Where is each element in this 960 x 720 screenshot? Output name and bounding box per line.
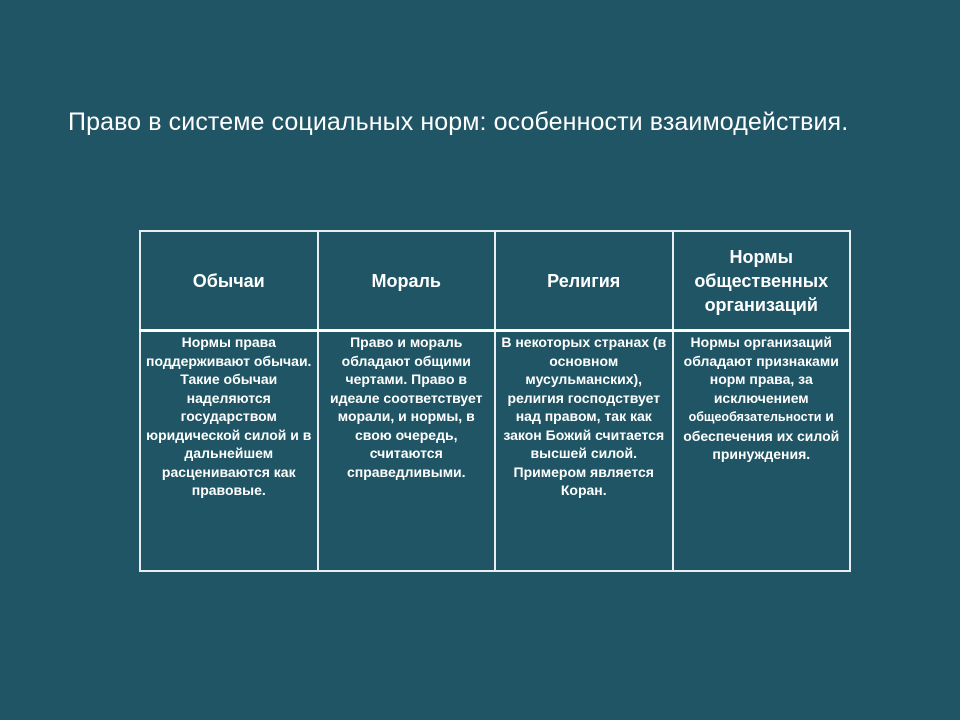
- header-morality: Мораль: [318, 231, 496, 331]
- cell-religion: В некоторых странах (в основном мусульманских), религия господствует над правом, так как закон Божий считается высшей силой. Примером является Коран.: [495, 331, 673, 572]
- cell-public-organizations-text-2: общеобязательности: [688, 410, 822, 424]
- cell-public-organizations-text-3: и обеспечения их силой принуждения.: [683, 408, 840, 462]
- header-customs: Обычаи: [140, 231, 318, 331]
- header-religion: Религия: [495, 231, 673, 331]
- norms-table: [139, 230, 851, 572]
- cell-customs: Нормы права поддерживают обычаи. Такие обычаи наделяются государством юридической силой и в дальнейшем расцениваются как правовые.: [140, 331, 318, 572]
- slide-title: Право в системе социальных норм: особенности взаимодействия.: [68, 108, 849, 136]
- table-row: [140, 331, 850, 572]
- table-header-row: [140, 231, 850, 331]
- cell-public-organizations: [673, 331, 851, 572]
- header-public-organizations: Нормы общественных организаций: [673, 231, 851, 331]
- cell-public-organizations-text-1: Нормы организаций обладают признаками норм права, за исключением: [683, 334, 839, 406]
- cell-morality: Право и мораль обладают общими чертами. Право в идеале соответствует морали, и нормы, в свою очередь, считаются справедливыми.: [318, 331, 496, 572]
